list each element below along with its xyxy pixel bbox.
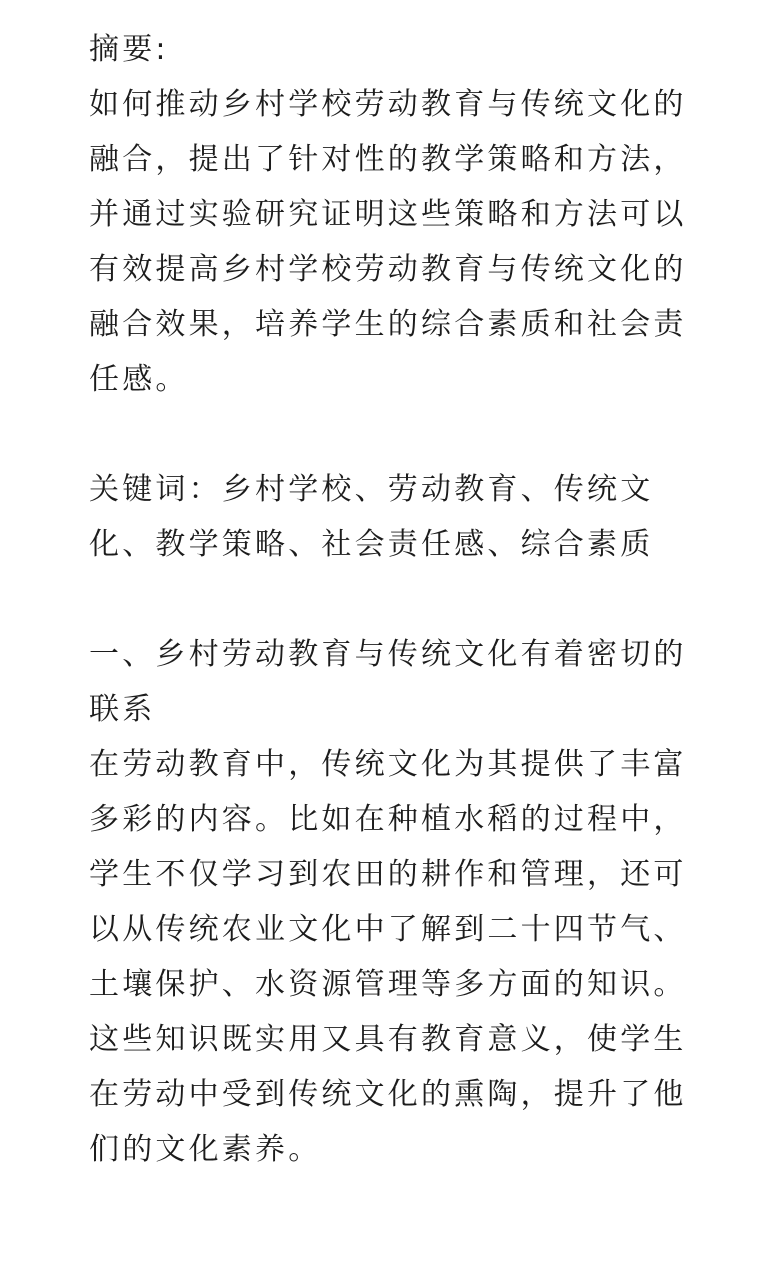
section-paragraph: 在劳动教育中，传统文化为其提供了丰富多彩的内容。比如在种植水稻的过程中，学生不仅学习到农田的耕作和管理，还可以从传统农业文化中了解到二十四节气、土壤保护、水资源管理等多方面的知识。这些知识既实用又具有教育意义，使学生在劳动中受到传统文化的熏陶，提升了他们的文化素养。 [89, 747, 687, 1167]
abstract-label: 摘要: [89, 32, 169, 67]
abstract-text: 如何推动乡村学校劳动教育与传统文化的融合，提出了针对性的教学策略和方法，并通过实验研究证明这些策略和方法可以有效提高乡村学校劳动教育与传统文化的融合效果，培养学生的综合素质和社会责任感。 [89, 87, 687, 397]
paragraph-gap [89, 572, 697, 627]
keywords-text: 关键词：乡村学校、劳动教育、传统文化、教学策略、社会责任感、综合素质 [89, 472, 654, 562]
paragraph-gap [89, 407, 697, 462]
section-heading: 一、乡村劳动教育与传统文化有着密切的联系 [89, 637, 687, 727]
